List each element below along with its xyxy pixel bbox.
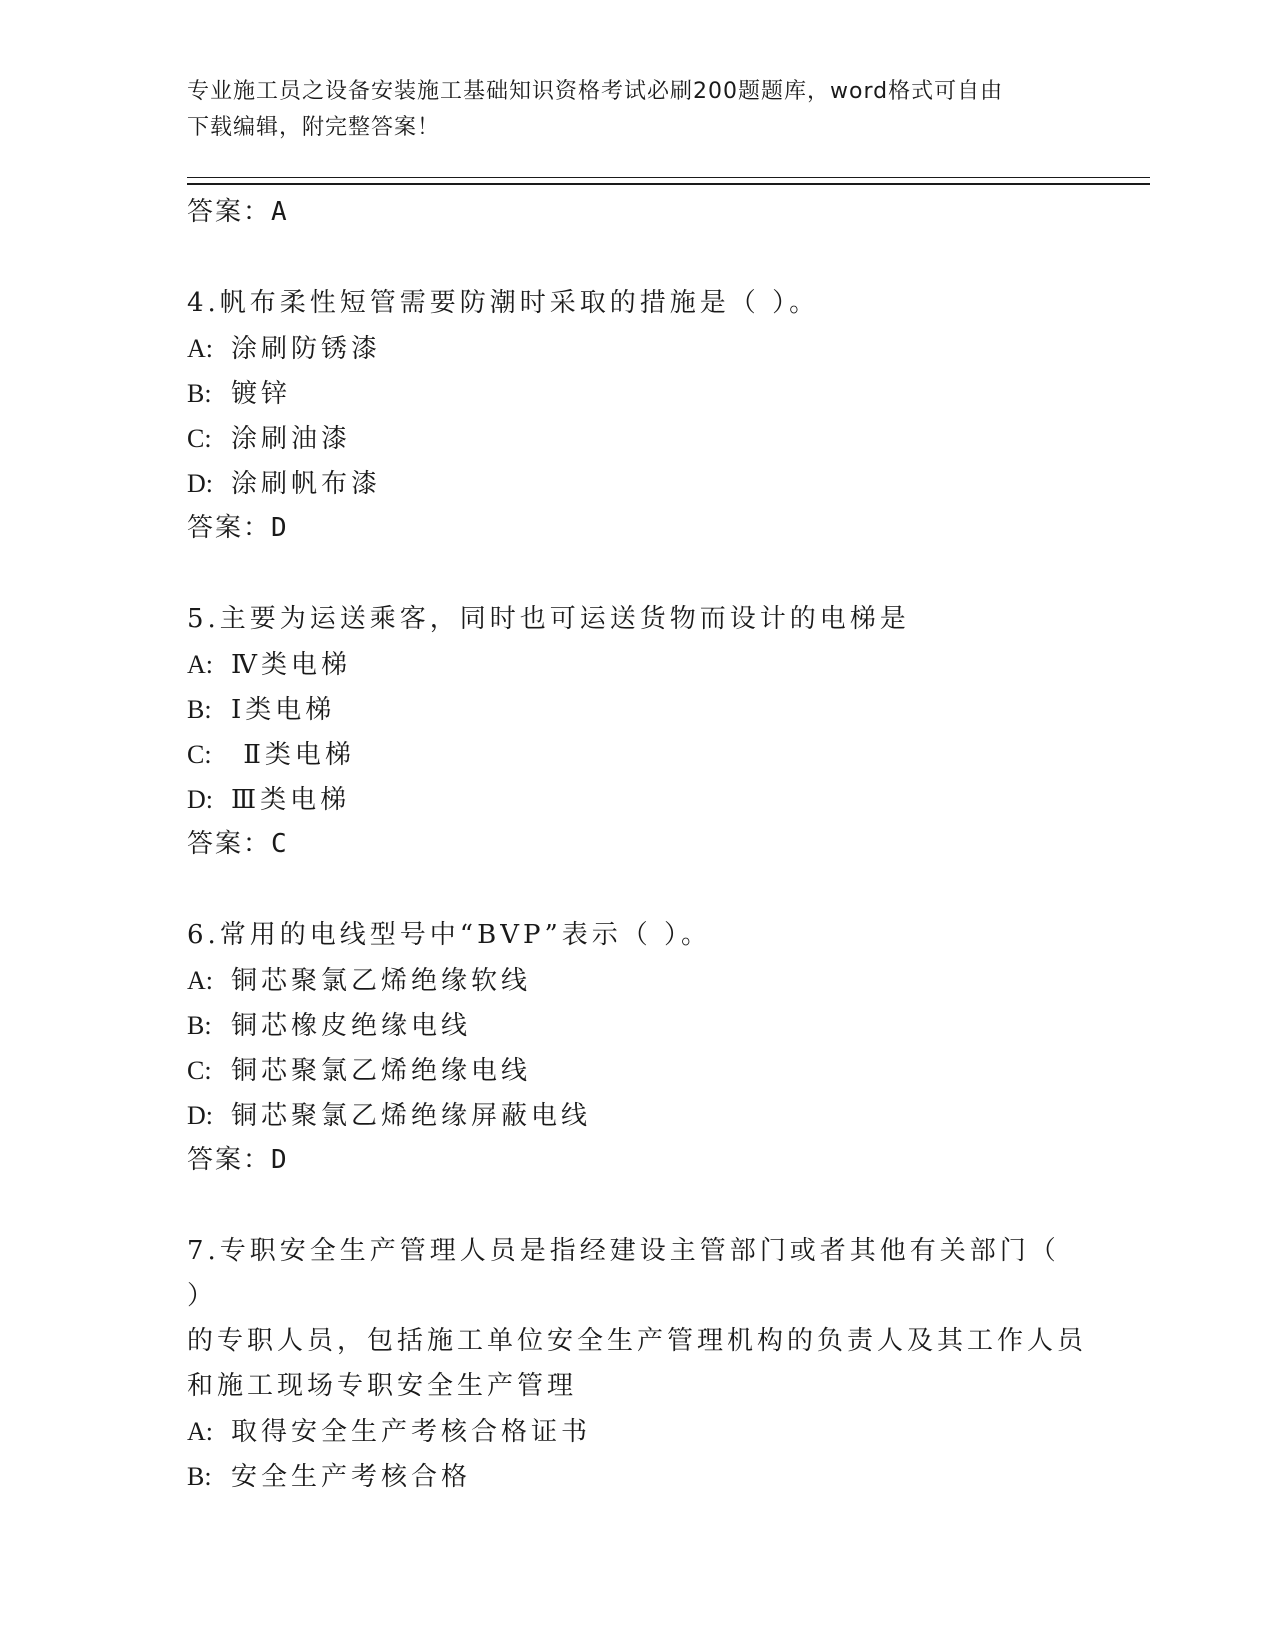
- answer-value: C: [271, 829, 289, 859]
- question-item: [187, 1229, 1087, 1499]
- option-text: 取得安全生产考核合格证书: [231, 1417, 592, 1447]
- option-text: Ⅰ类电梯: [231, 695, 336, 725]
- option-text: 铜芯橡皮绝缘电线: [231, 1011, 472, 1041]
- question-text: 5.主要为运送乘客，同时也可运送货物而设计的电梯是: [187, 604, 910, 634]
- answer-value: A: [271, 197, 289, 227]
- question-item: [187, 597, 1087, 867]
- option-a: [187, 642, 1087, 687]
- option-letter: C:: [187, 424, 212, 453]
- option-text: Ⅳ类电梯: [231, 650, 351, 680]
- answer-label: 答案：: [187, 513, 272, 543]
- option-text: 涂刷油漆: [231, 424, 352, 454]
- option-letter: A:: [187, 966, 213, 995]
- spacer: [187, 551, 1087, 597]
- answer-label: 答案：: [187, 829, 272, 859]
- option-letter: B:: [187, 1011, 212, 1040]
- spacer: [187, 1183, 1087, 1229]
- option-letter: B:: [187, 695, 212, 724]
- option-c: [187, 1048, 1087, 1093]
- option-c: [187, 416, 1087, 461]
- answer-label: 答案：: [187, 197, 272, 227]
- option-d: [187, 1093, 1087, 1138]
- option-d: [187, 461, 1087, 506]
- option-text: 镀锌: [231, 379, 292, 409]
- option-text: 铜芯聚氯乙烯绝缘屏蔽电线: [231, 1101, 592, 1131]
- question-text-line-1: 7.专职安全生产管理人员是指经建设主管部门或者其他有关部门（ ）: [187, 1236, 1060, 1311]
- option-b: [187, 1454, 1087, 1499]
- question-item: [187, 281, 1087, 551]
- option-text: Ⅲ类电梯: [231, 785, 351, 815]
- option-letter: B:: [187, 1462, 212, 1491]
- option-a: [187, 1409, 1087, 1454]
- header-line-1: 专业施工员之设备安装施工基础知识资格考试必刷200题题库，word格式可自由: [187, 79, 1004, 104]
- document-header: [187, 74, 1087, 146]
- option-letter: D:: [187, 1101, 213, 1130]
- header-line-2: 下载编辑，附完整答案！: [187, 115, 441, 140]
- option-c: [187, 732, 1087, 777]
- option-a: [187, 958, 1087, 1003]
- answer-line: [187, 506, 1087, 551]
- option-a: [187, 326, 1087, 371]
- answer-line: [187, 1138, 1087, 1183]
- option-text: 铜芯聚氯乙烯绝缘软线: [231, 966, 532, 996]
- option-text: 涂刷帆布漆: [231, 469, 382, 499]
- question-item: [187, 913, 1087, 1183]
- option-letter: A:: [187, 334, 213, 363]
- option-text: 安全生产考核合格: [231, 1462, 472, 1492]
- option-d: [187, 777, 1087, 822]
- question-text-line-2: 的专职人员，包括施工单位安全生产管理机构的负责人及其工作人员: [187, 1326, 1088, 1356]
- option-letter: D:: [187, 469, 213, 498]
- spacer: [187, 867, 1087, 913]
- question-text-line-3: 和施工现场专职安全生产管理: [187, 1371, 578, 1401]
- option-b: [187, 687, 1087, 732]
- option-text: Ⅱ类电梯: [231, 740, 355, 770]
- question-list: [187, 190, 1087, 1499]
- option-b: [187, 371, 1087, 416]
- question-text: 6.常用的电线型号中“BVP”表示（ ）。: [187, 920, 712, 950]
- answer-value: D: [271, 1145, 289, 1175]
- option-letter: A:: [187, 650, 213, 679]
- answer-line: [187, 190, 1087, 235]
- option-b: [187, 1003, 1087, 1048]
- answer-label: 答案：: [187, 1145, 272, 1175]
- option-letter: C:: [187, 1056, 212, 1085]
- option-letter: D:: [187, 785, 213, 814]
- answer-line: [187, 822, 1087, 867]
- header-divider: [187, 177, 1150, 185]
- option-letter: B:: [187, 379, 212, 408]
- answer-value: D: [271, 513, 289, 543]
- option-letter: A:: [187, 1417, 213, 1446]
- option-letter: C:: [187, 740, 212, 769]
- option-text: 铜芯聚氯乙烯绝缘电线: [231, 1056, 532, 1086]
- spacer: [187, 235, 1087, 281]
- question-text: 4.帆布柔性短管需要防潮时采取的措施是（ ）。: [187, 288, 820, 318]
- option-text: 涂刷防锈漆: [231, 334, 382, 364]
